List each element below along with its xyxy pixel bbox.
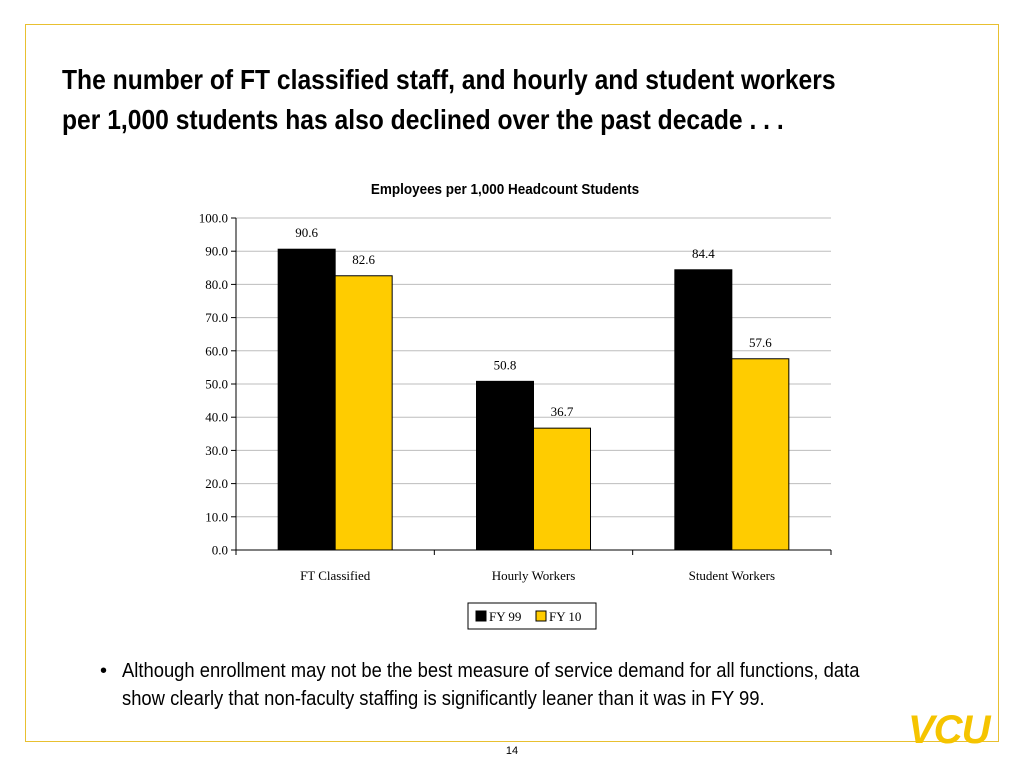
data-label: 57.6 (748, 334, 772, 350)
bar-fy-10 (732, 359, 789, 550)
legend-label: FY 99 (489, 609, 522, 624)
legend-swatch (476, 611, 486, 621)
slide-title-line-1: The number of FT classified staff, and hourly and student workers (62, 64, 836, 95)
bar-fy-10 (534, 428, 591, 550)
data-label: 90.6 (295, 225, 319, 241)
y-tick-label: 70.0 (205, 310, 228, 326)
y-tick-label: 20.0 (205, 476, 228, 492)
y-tick-label: 40.0 (205, 409, 228, 425)
legend-swatch (536, 611, 546, 621)
bar-fy-99 (675, 270, 732, 550)
y-tick-label: 10.0 (205, 509, 228, 525)
bar-fy-10 (335, 276, 392, 550)
y-tick-label: 100.0 (198, 210, 228, 226)
y-tick-label: 50.0 (205, 376, 228, 392)
x-tick-label: FT Classified (300, 568, 371, 583)
data-label: 82.6 (352, 251, 376, 267)
bar-fy-99 (278, 249, 335, 550)
slide-title-line-2: per 1,000 students has also declined over the past decade . . . (62, 104, 784, 135)
chart-title: Employees per 1,000 Headcount Students (370, 181, 640, 199)
x-tick-label: Student Workers (688, 568, 776, 583)
legend-label: FY 10 (549, 609, 582, 624)
y-tick-label: 30.0 (205, 442, 228, 458)
bullet-dot-icon: • (100, 660, 108, 682)
x-tick-label: Hourly Workers (491, 568, 576, 583)
data-label: 84.4 (691, 245, 715, 261)
bullet-text: Although enrollment may not be the best measure of service demand for all functions, data show clearly that non-faculty staffing is significantly leaner than it was in FY 99. (122, 660, 860, 710)
y-tick-label: 0.0 (211, 542, 228, 558)
y-tick-label: 90.0 (205, 243, 228, 259)
y-tick-label: 80.0 (205, 276, 228, 292)
bar-fy-99 (477, 381, 534, 550)
page-number: 14 (505, 745, 519, 757)
vcu-logo: VCU (908, 708, 990, 752)
data-label: 36.7 (550, 404, 574, 420)
data-label: 50.8 (493, 357, 517, 373)
y-tick-label: 60.0 (205, 343, 228, 359)
